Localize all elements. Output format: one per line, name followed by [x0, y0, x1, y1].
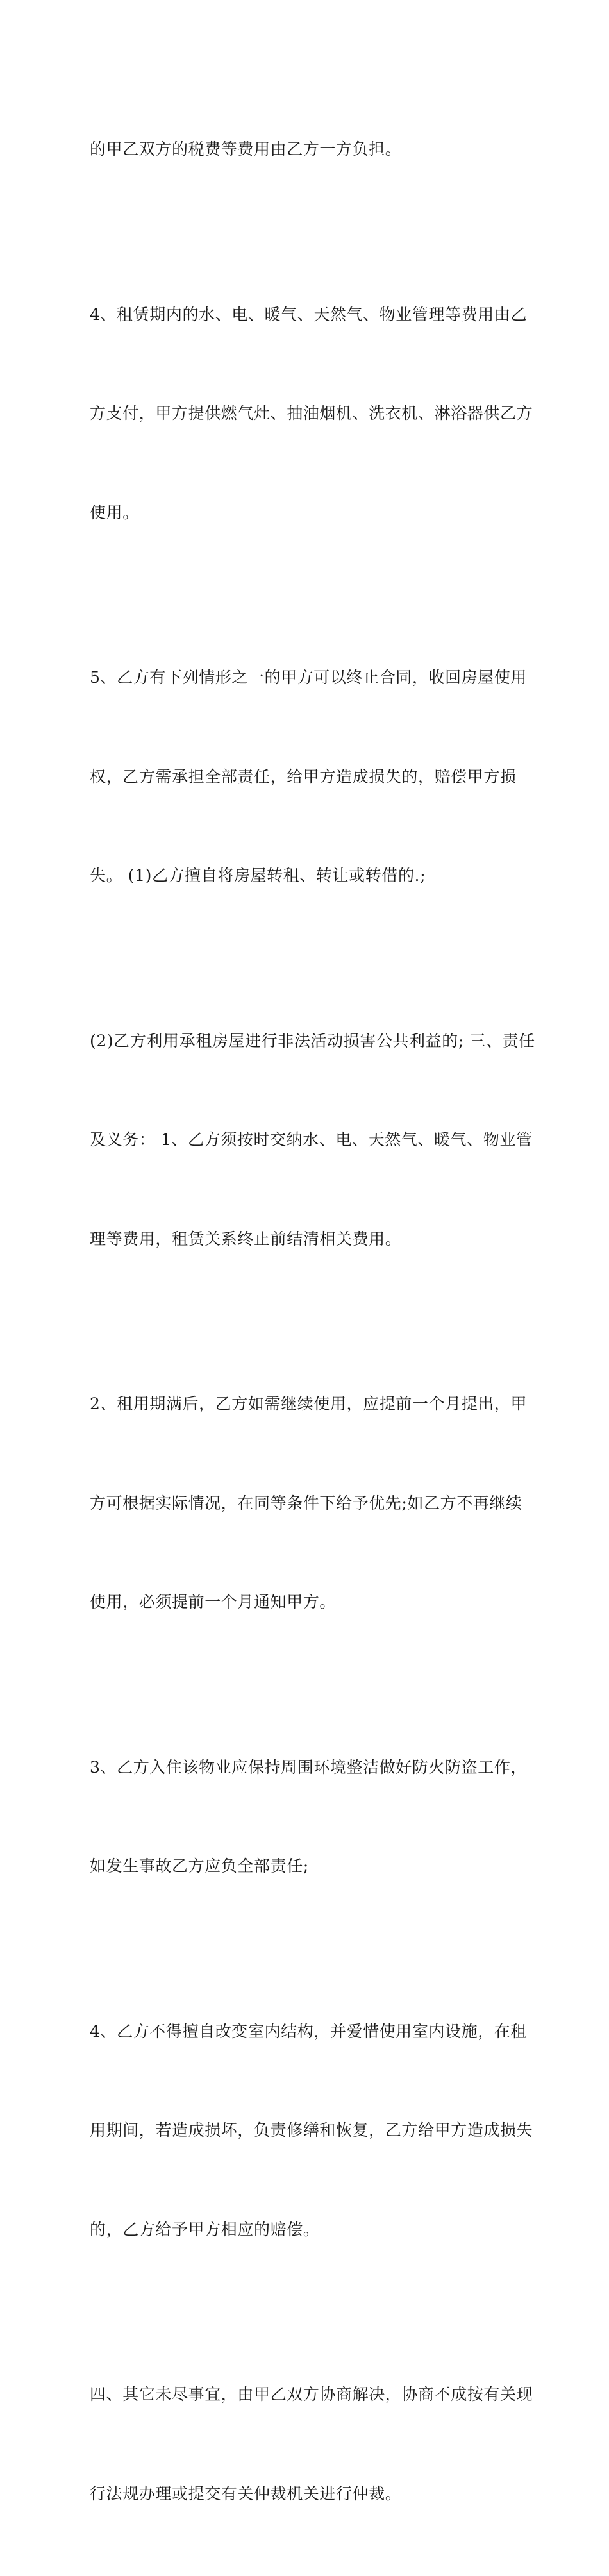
paragraph-utilities: [90, 232, 533, 596]
text-line: 5、乙方有下列情形之一的甲方可以终止合同，收回房屋使用: [90, 668, 528, 687]
text-line: 使用。: [90, 503, 139, 522]
document-body: [90, 67, 535, 2576]
text-line: 失。 (1)乙方擅自将房屋转租、转让或转借的.;: [90, 866, 426, 885]
text-line: 方支付，甲方提供燃气灶、抽油烟机、洗衣机、淋浴器供乙方: [90, 404, 533, 422]
text-line: 四、其它未尽事宜，由甲乙双方协商解决，协商不成按有关现: [90, 2385, 533, 2404]
paragraph-structure: [90, 1949, 533, 2313]
text-line: 方可根据实际情况，在同等条件下给予优先;如乙方不再继续: [90, 1493, 522, 1512]
text-line: 的，乙方给予甲方相应的赔偿。: [90, 2220, 320, 2239]
text-line: 如发生事故乙方应负全部责任;: [90, 1857, 309, 1875]
paragraph-disputes: [90, 2312, 533, 2576]
text-line: (2)乙方利用承租房屋进行非法活动损害公共利益的; 三、责任: [90, 1031, 535, 1050]
text-line: 理等费用，租赁关系终止前结清相关费用。: [90, 1229, 402, 1248]
text-line: 的甲乙双方的税费等费用由乙方一方负担。: [90, 140, 402, 158]
text-line: 4、租赁期内的水、电、暖气、天然气、物业管理等费用由乙: [90, 305, 528, 324]
text-line: 3、乙方入住该物业应保持周围环境整洁做好防火防盗工作，: [90, 1757, 528, 1777]
text-line: 用期间，若造成损坏，负责修缮和恢复，乙方给甲方造成损失: [90, 2121, 533, 2139]
paragraph-safety: [90, 1685, 526, 1949]
text-line: 行法规办理或提交有关仲裁机关进行仲裁。: [90, 2484, 402, 2503]
paragraph-responsibilities: [90, 958, 535, 1322]
text-line: 2、租用期满后，乙方如需继续使用，应提前一个月提出，甲: [90, 1394, 528, 1413]
paragraph-tax-burden: [90, 67, 526, 232]
paragraph-renewal: [90, 1321, 526, 1685]
text-line: 4、乙方不得擅自改变室内结构，并爱惜使用室内设施，在租: [90, 2021, 528, 2041]
paragraph-termination: [90, 595, 526, 958]
text-line: 使用，必须提前一个月通知甲方。: [90, 1593, 337, 1611]
text-line: 权，乙方需承担全部责任，给甲方造成损失的，赔偿甲方损: [90, 767, 517, 786]
text-line: 及义务： 1、乙方须按时交纳水、电、天然气、暖气、物业管: [90, 1130, 533, 1149]
